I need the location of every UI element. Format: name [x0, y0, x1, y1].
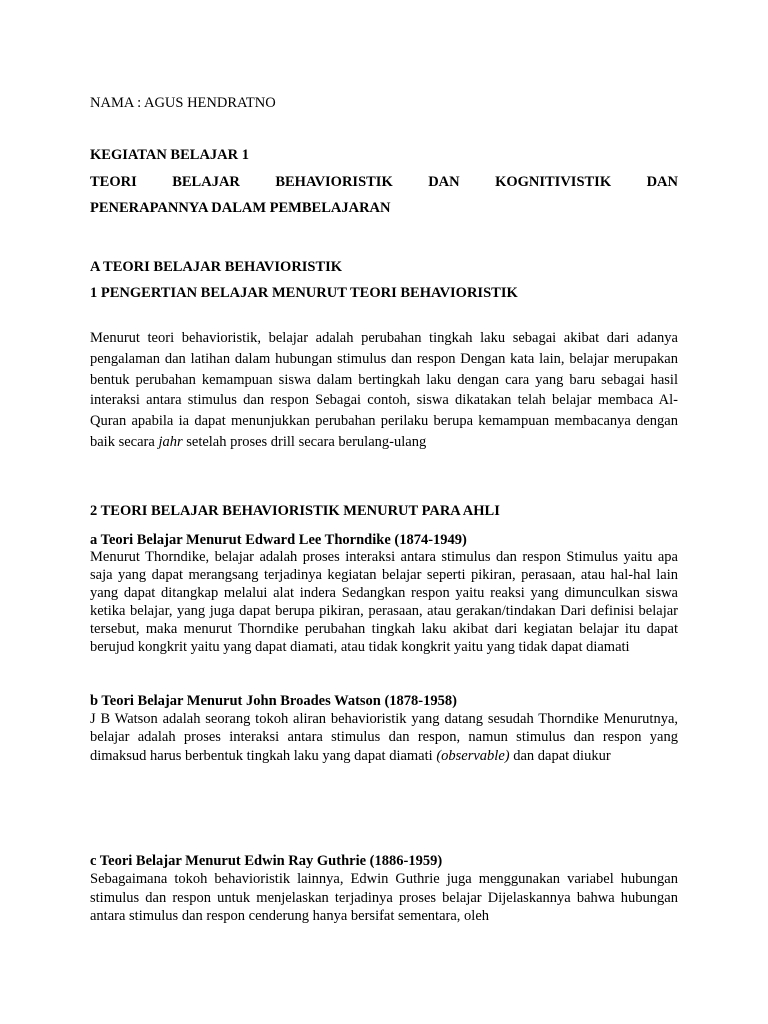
watson-italic-term: (observable): [436, 747, 510, 764]
definition-text: Menurut teori behavioristik, belajar adalah perubahan tingkah laku sebagai akibat dari adanya pengalaman dan latihan dalam hubungan stimulus dan respon Dengan kata lain, belajar merupakan bentuk perubahan kemampuan siswa dalam bertingkah laku dengan cara yang baru sebagai hasil interaksi antara stimulus dan respon Sebagai contoh, siswa dikatakan telah belajar membaca Al-Quran apabila ia dapat menunjukkan perubahan perilaku berupa kemampuan membacanya dengan baik secara: [90, 330, 678, 450]
watson-text-end: dan dapat diukur: [509, 747, 611, 764]
definition-italic-term: jahr: [158, 433, 183, 450]
watson-paragraph: [90, 710, 678, 765]
title-word: BELAJAR: [172, 174, 240, 190]
document-title-line-1: [90, 174, 678, 191]
title-word: DAN: [646, 174, 678, 190]
definition-text-end: setelah proses drill secara berulang-ulang: [182, 433, 427, 450]
guthrie-heading: c Teori Belajar Menurut Edwin Ray Guthrie (1886-1959): [90, 853, 443, 869]
thorndike-heading: a Teori Belajar Menurut Edward Lee Thorndike (1874-1949): [90, 532, 467, 548]
guthrie-paragraph: Sebagaimana tokoh behavioristik lainnya, Edwin Guthrie juga menggunakan variabel hubungan stimulus dan respon untuk menjelaskan terjadinya proses belajar Dijelaskannya bahwa hubungan antara stimulus dan respon cenderung hanya bersifat sementara, oleh: [90, 871, 678, 925]
document-page: [90, 0, 678, 1024]
activity-label: KEGIATAN BELAJAR 1: [90, 147, 249, 163]
title-word: BEHAVIORISTIK: [275, 174, 393, 190]
title-word: DAN: [428, 174, 460, 190]
watson-heading: b Teori Belajar Menurut John Broades Watson (1878-1958): [90, 693, 457, 709]
student-name: NAMA : AGUS HENDRATNO: [90, 95, 276, 111]
title-word: TEORI: [90, 174, 137, 190]
section-a-heading: A TEORI BELAJAR BEHAVIORISTIK: [90, 259, 343, 275]
definition-paragraph: [90, 328, 678, 453]
subsection-1-heading: 1 PENGERTIAN BELAJAR MENURUT TEORI BEHAVIORISTIK: [90, 285, 518, 301]
document-title-line-2: PENERAPANNYA DALAM PEMBELAJARAN: [90, 200, 391, 216]
thorndike-paragraph: Menurut Thorndike, belajar adalah proses interaksi antara stimulus dan respon Stimulus yaitu apa saja yang dapat merangsang terjadinya kegiatan belajar seperti pikiran, perasaan, atau hal-hal lain yang dapat ditangkap melalui alat indera Sedangkan respon yaitu reaksi yang dimunculkan siswa ketika belajar, yang juga dapat berupa pikiran, perasaan, atau gerakan/tindakan Dari definisi belajar tersebut, maka menurut Thorndike perubahan tingkah laku akibat dari kegiatan belajar itu dapat berujud kongkrit yaitu yang dapat diamati, atau tidak kongkrit yaitu yang tidak dapat diamati: [90, 549, 678, 655]
title-word: KOGNITIVISTIK: [495, 174, 612, 190]
subsection-2-heading: 2 TEORI BELAJAR BEHAVIORISTIK MENURUT PARA AHLI: [90, 503, 500, 519]
watson-text: J B Watson adalah seorang tokoh aliran behavioristik yang datang sesudah Thorndike Menurutnya, belajar adalah proses interaksi antara stimulus dan respon, namun stimulus dan respon yang dimaksud harus berbentuk tingkah laku yang dapat diamati: [90, 711, 678, 764]
